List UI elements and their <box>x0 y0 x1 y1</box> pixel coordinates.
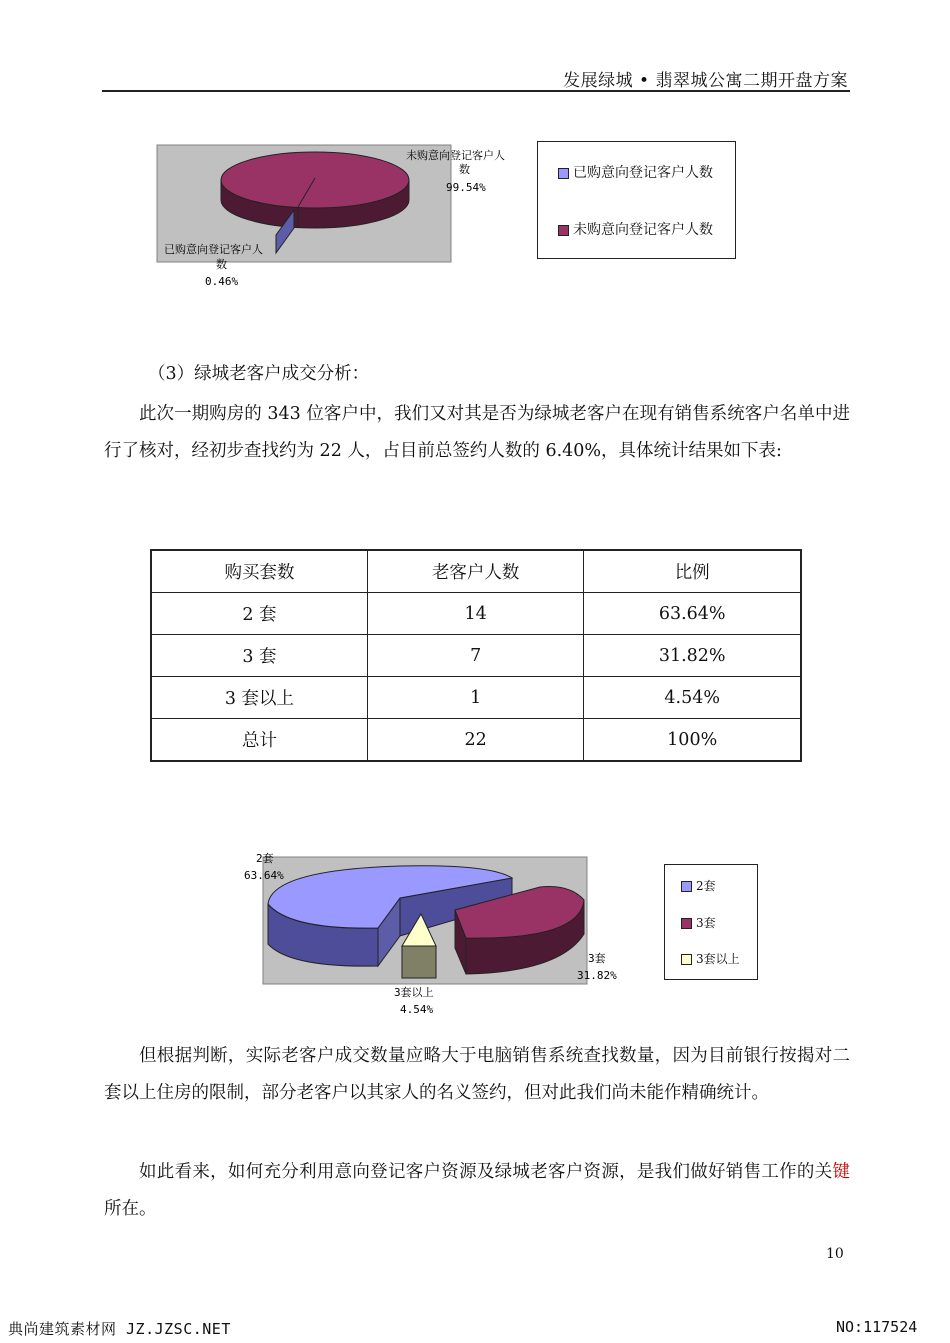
table-header-cell: 比例 <box>584 550 801 593</box>
chart1-label-unpurchased-line2: 数 <box>459 163 470 176</box>
page-number: 10 <box>826 1246 844 1262</box>
chart1-label-purchased-line1: 已购意向登记客户人 <box>164 243 263 256</box>
table-cell: 4.54% <box>584 677 801 719</box>
table-cell: 2 套 <box>151 593 367 635</box>
table-cell: 14 <box>367 593 583 635</box>
paragraph-3: 如此看来，如何充分利用意向登记客户资源及绿城老客户资源，是我们做好销售工作的关键所在。 <box>104 1162 850 1219</box>
chart2-label-2sets-value: 63.64% <box>244 869 284 882</box>
paragraph-1: 此次一期购房的 343 位客户中，我们又对其是否为绿城老客户在现有销售系统客户名单中进行了核对，经初步查找约为 22 人，占目前总签约人数的 6.40%，具体统计结果如下表: <box>104 404 850 461</box>
table-cell: 63.64% <box>584 593 801 635</box>
chart1-legend-item-purchased: 已购意向登记客户人数 <box>558 162 713 182</box>
chart1-label-unpurchased-line1: 未购意向登记客户人 <box>406 149 505 162</box>
chart2-label-3plus-value: 4.54% <box>400 1003 434 1016</box>
watermark-site: 典尚建筑素材网 JZ.JZSC.NET <box>8 1320 231 1338</box>
chart1-label-unpurchased-value: 99.54% <box>446 181 486 194</box>
paragraph-2: 但根据判断，实际老客户成交数量应略大于电脑销售系统查找数量，因为目前银行按揭对二套以上住房的限制，部分老客户以其家人的名义签约，但对此我们尚未能作精确统计。 <box>104 1046 850 1103</box>
table-cell: 100% <box>584 719 801 762</box>
chart2-label-3plus-name: 3套以上 <box>394 986 434 999</box>
chart2-label-3sets-value: 31.82% <box>577 969 617 982</box>
chart2-legend-item-3sets: 3套 <box>681 914 716 931</box>
table-cell: 总计 <box>151 719 367 762</box>
chart2-label-3sets-name: 3套 <box>588 952 606 965</box>
chart2-legend-item-3plus: 3套以上 <box>681 950 740 967</box>
table-cell: 7 <box>367 635 583 677</box>
chart2-legend-item-2sets: 2套 <box>681 877 716 894</box>
chart1-label-purchased-value: 0.46% <box>205 275 239 288</box>
legend-swatch <box>681 881 692 892</box>
chart1-label-purchased-line2: 数 <box>216 258 227 271</box>
highlighted-char: 键 <box>832 1162 850 1182</box>
header-title: 发展绿城 • 翡翠城公寓二期开盘方案 <box>563 71 848 91</box>
chart2-label-2sets-name: 2套 <box>256 852 274 865</box>
table-cell: 3 套 <box>151 635 367 677</box>
table-cell: 31.82% <box>584 635 801 677</box>
legend-swatch <box>681 918 692 929</box>
table-cell: 3 套以上 <box>151 677 367 719</box>
table-cell: 1 <box>367 677 583 719</box>
chart2-legend <box>664 864 758 980</box>
legend-swatch <box>681 954 692 965</box>
chart1-legend-item-unpurchased: 未购意向登记客户人数 <box>558 219 713 239</box>
watermark-number: NO:117524 <box>836 1318 918 1336</box>
section-heading: （3）绿城老客户成交分析： <box>148 364 370 384</box>
table-header-cell: 老客户人数 <box>367 550 583 593</box>
table-header-cell: 购买套数 <box>151 550 367 593</box>
table-cell: 22 <box>367 719 583 762</box>
